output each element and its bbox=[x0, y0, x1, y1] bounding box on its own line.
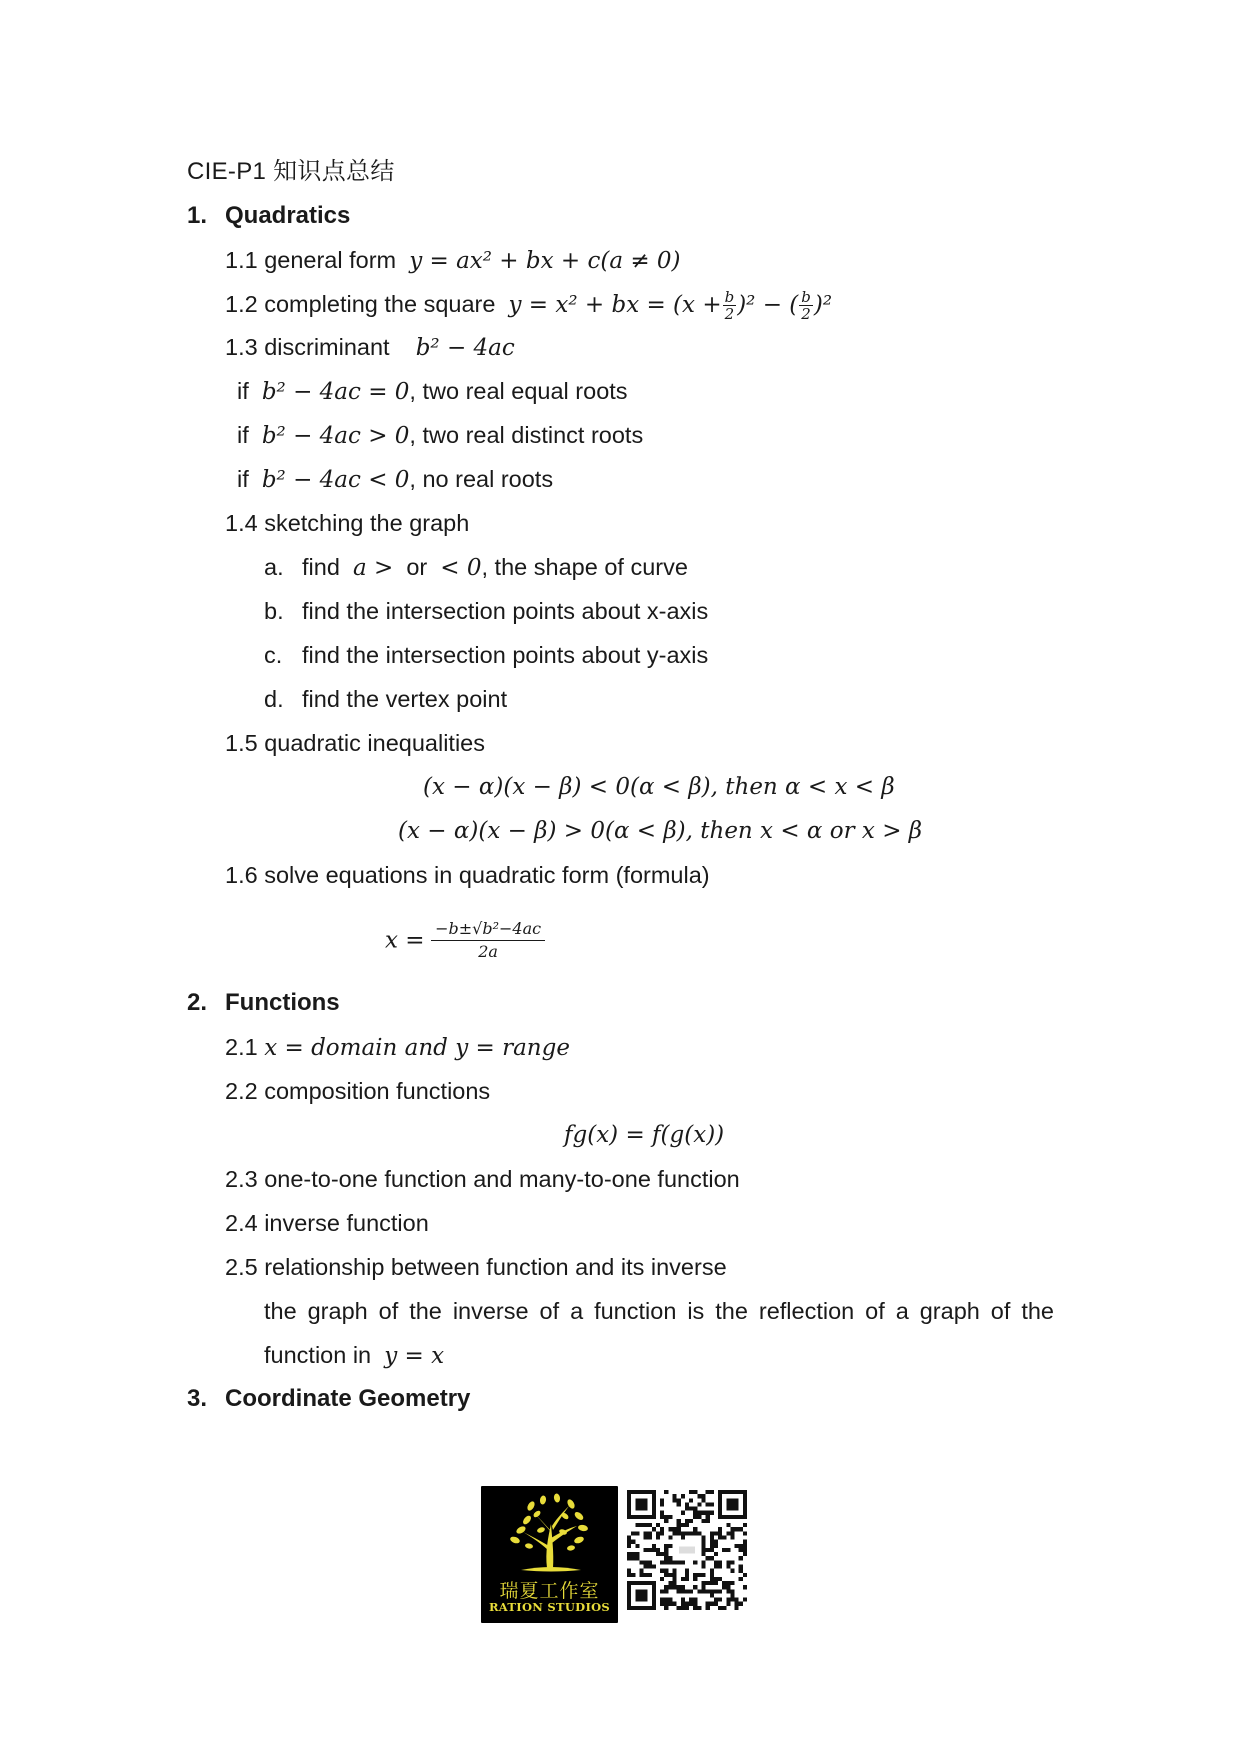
formula-denominator: 2a bbox=[478, 942, 498, 961]
sub-label: 1.4 sketching the graph bbox=[225, 510, 470, 536]
sub-1-5 bbox=[225, 728, 485, 758]
section-heading-quadratics bbox=[187, 201, 350, 231]
math-part: y = x² + bx = (x + bbox=[508, 292, 722, 318]
item-label: d. bbox=[264, 686, 284, 712]
logo-chinese-text: 瑞夏工作室 bbox=[499, 1580, 600, 1602]
condition-text: , two real equal roots bbox=[409, 378, 628, 404]
section-heading-functions bbox=[187, 988, 340, 1018]
inequality-greater-than: (x − α)(x − β) > 0(α < β), then x < α or x > β bbox=[398, 818, 923, 844]
math-expression: < 0 bbox=[440, 555, 482, 581]
sub-label: 2.2 composition functions bbox=[225, 1078, 491, 1104]
section-heading-coordinate-geometry bbox=[187, 1384, 470, 1414]
condition-text: , two real distinct roots bbox=[409, 422, 644, 448]
sub-label: 2.3 one-to-one function and many-to-one function bbox=[225, 1166, 740, 1192]
item-label: c. bbox=[264, 642, 283, 668]
condition-text: , no real roots bbox=[409, 466, 554, 492]
sub-label: 2.5 relationship between function and its inverse bbox=[225, 1254, 727, 1280]
sub-2-4 bbox=[225, 1208, 429, 1238]
sub-2-1 bbox=[225, 1032, 570, 1063]
formula-lhs: x = bbox=[385, 927, 425, 954]
list-item-c bbox=[264, 640, 708, 670]
math-expression: b² − 4ac > 0 bbox=[261, 423, 410, 449]
fraction-numerator: b bbox=[801, 288, 811, 306]
item-text: find the vertex point bbox=[302, 686, 508, 712]
sub-1-1 bbox=[225, 245, 681, 276]
condition-equal-roots bbox=[237, 376, 628, 407]
sub-label: 1.1 general form bbox=[225, 247, 397, 273]
sub-2-3 bbox=[225, 1164, 740, 1194]
item-text: or bbox=[406, 554, 428, 580]
formula-numerator: −b±√b²−4ac bbox=[431, 918, 545, 941]
composition-formula: fg(x) = f(g(x)) bbox=[564, 1122, 725, 1148]
condition-if: if bbox=[237, 378, 249, 404]
paragraph-inverse-reflection: the graph of the inverse of a function is the reflection of a graph of the bbox=[264, 1298, 1054, 1324]
math-expression: y = x bbox=[384, 1343, 445, 1369]
math-expression: y = ax² + bx + c(a ≠ 0) bbox=[409, 248, 681, 274]
section-number: 3. bbox=[187, 1385, 208, 1412]
fraction bbox=[799, 290, 813, 322]
studio-logo bbox=[481, 1486, 618, 1623]
math-expression: b² − 4ac < 0 bbox=[261, 467, 410, 493]
fraction-numerator: b bbox=[724, 288, 735, 306]
sub-label: 1.3 discriminant bbox=[225, 334, 390, 360]
condition-if: if bbox=[237, 466, 249, 492]
section-title: Coordinate Geometry bbox=[225, 1385, 471, 1412]
sub-1-4 bbox=[225, 508, 469, 538]
math-expression: x = domain and y = range bbox=[264, 1035, 570, 1061]
fraction-denominator: 2 bbox=[801, 305, 811, 323]
list-item-a bbox=[264, 552, 688, 583]
math-expression: b² − 4ac bbox=[415, 335, 515, 361]
para-text: function in bbox=[264, 1342, 372, 1368]
math-part: )² bbox=[813, 292, 833, 318]
item-label: b. bbox=[264, 598, 284, 624]
item-text: , the shape of curve bbox=[481, 554, 688, 580]
section-title: Quadratics bbox=[225, 202, 351, 229]
sub-1-3 bbox=[225, 332, 515, 363]
sub-label: 1.5 quadratic inequalities bbox=[225, 730, 485, 756]
section-number: 1. bbox=[187, 202, 208, 229]
sub-label: 1.6 solve equations in quadratic form (formula) bbox=[225, 862, 710, 888]
fraction bbox=[723, 290, 737, 322]
math-expression bbox=[508, 288, 833, 323]
sub-1-6 bbox=[225, 860, 710, 890]
sub-label: 2.4 inverse function bbox=[225, 1210, 429, 1236]
sub-2-2 bbox=[225, 1076, 490, 1106]
tree-icon bbox=[481, 1486, 618, 1586]
item-text: find the intersection points about y-axis bbox=[302, 642, 709, 668]
formula-fraction bbox=[431, 918, 545, 963]
sub-2-5 bbox=[225, 1252, 727, 1282]
document-title: CIE-P1 知识点总结 bbox=[187, 158, 395, 185]
logo-english-text: RATION STUDIOS bbox=[488, 1600, 611, 1614]
item-text: find bbox=[302, 554, 340, 580]
item-text: find the intersection points about x-axis bbox=[302, 598, 709, 624]
list-item-b bbox=[264, 596, 708, 626]
math-expression: a > bbox=[352, 555, 394, 581]
quadratic-formula bbox=[385, 918, 545, 970]
section-title: Functions bbox=[225, 989, 340, 1016]
list-item-d bbox=[264, 684, 507, 714]
fraction-denominator: 2 bbox=[724, 305, 735, 323]
math-part: )² − ( bbox=[737, 292, 799, 318]
paragraph-inverse-line bbox=[264, 1340, 444, 1371]
condition-if: if bbox=[237, 422, 249, 448]
math-expression: b² − 4ac = 0 bbox=[261, 379, 410, 405]
qr-code-icon bbox=[627, 1490, 747, 1610]
sub-label: 1.2 completing the square bbox=[225, 291, 496, 317]
sub-1-2 bbox=[225, 289, 832, 322]
sub-label: 2.1 bbox=[225, 1034, 258, 1060]
section-number: 2. bbox=[187, 989, 208, 1016]
inequality-less-than: (x − α)(x − β) < 0(α < β), then α < x < β bbox=[423, 774, 895, 800]
condition-distinct-roots bbox=[237, 420, 643, 451]
item-label: a. bbox=[264, 554, 284, 580]
condition-no-roots bbox=[237, 464, 553, 495]
